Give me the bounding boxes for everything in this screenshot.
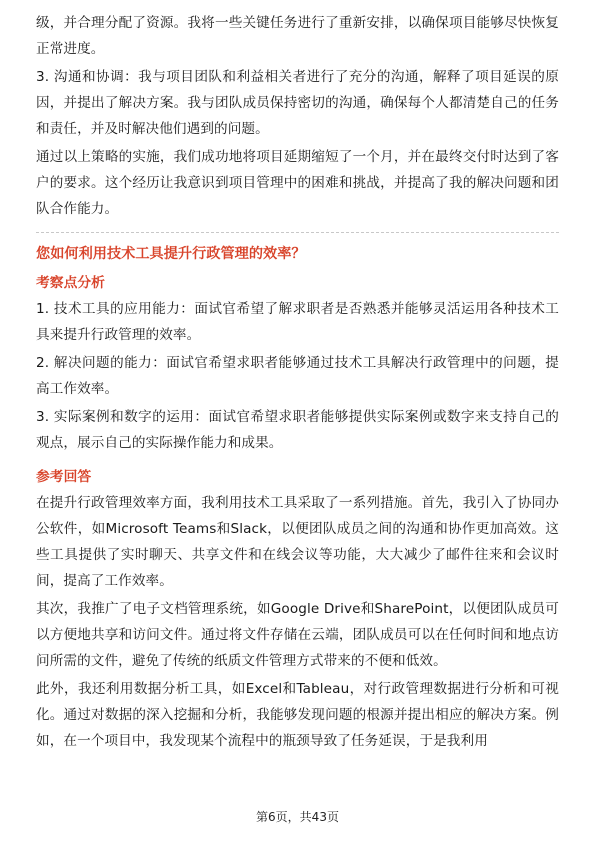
answer-paragraph: 其次，我推广了电子文档管理系统，如Google Drive和SharePoint，以便团队成员可以方便地共享和访问文件。通过将文件存储在云端，团队成员可以在任何时间和地点访问所需的文件，避免了传统的纸质文件管理方式带来的不便和低效。 xyxy=(36,601,559,669)
analysis-item: 1. 技术工具的应用能力：面试官希望了解求职者是否熟悉并能够灵活运用各种技术工具来提升行政管理的效率。 xyxy=(36,301,559,343)
answer-paragraph: 在提升行政管理效率方面，我利用技术工具采取了一系列措施。首先，我引入了协同办公软件，如Microsoft Teams和Slack，以便团队成员之间的沟通和协作更加高效。这些工具提供了实时聊天、共享文件和在线会议等功能，大大减少了邮件往来和会议时间，提高了工作效率。 xyxy=(36,495,559,589)
answer-paragraph: 此外，我还利用数据分析工具，如Excel和Tableau，对行政管理数据进行分析和可视化。通过对数据的深入挖掘和分析，我能够发现问题的根源并提出相应的解决方案。例如，在一个项目中，我发现某个流程中的瓶颈导致了任务延误，于是我利用 xyxy=(36,681,559,749)
section-divider xyxy=(36,232,559,233)
answer-heading: 参考回答 xyxy=(36,469,92,485)
analysis-heading: 考察点分析 xyxy=(36,275,105,291)
question-heading: 您如何利用技术工具提升行政管理的效率？ xyxy=(36,246,306,262)
analysis-item: 3. 实际案例和数字的运用：面试官希望求职者能够提供实际案例或数字来支持自己的观点，展示自己的实际操作能力和成果。 xyxy=(36,409,559,451)
page-number: 第6页，共43页 xyxy=(256,810,339,824)
body-paragraph: 级，并合理分配了资源。我将一些关键任务进行了重新安排，以确保项目能够尽快恢复正常进度。 xyxy=(36,15,559,57)
body-paragraph: 3. 沟通和协调：我与项目团队和利益相关者进行了充分的沟通，解释了项目延误的原因，并提出了解决方案。我与团队成员保持密切的沟通，确保每个人都清楚自己的任务和责任，并及时解决他们遇到的问题。 xyxy=(36,69,559,137)
analysis-item: 2. 解决问题的能力：面试官希望求职者能够通过技术工具解决行政管理中的问题，提高工作效率。 xyxy=(36,355,559,397)
document-body xyxy=(36,10,559,754)
body-paragraph: 通过以上策略的实施，我们成功地将项目延期缩短了一个月，并在最终交付时达到了客户的要求。这个经历让我意识到项目管理中的困难和挑战，并提高了我的解决问题和团队合作能力。 xyxy=(36,149,559,217)
